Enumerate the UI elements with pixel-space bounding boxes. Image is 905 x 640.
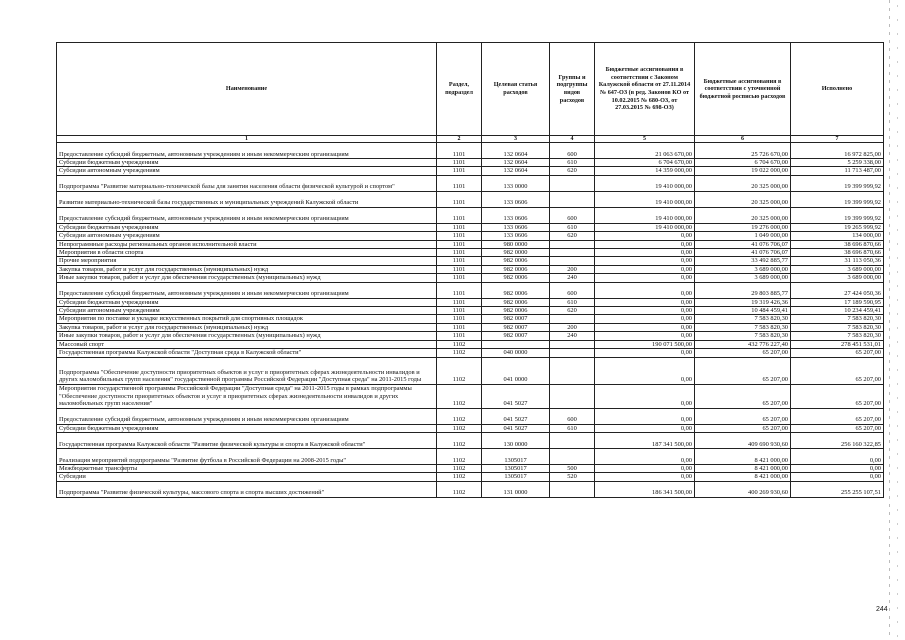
cell-sec: 1102 bbox=[437, 349, 482, 357]
cell-name: Предоставление субсидий бюджетным, автономным учреждениям и иным некоммерческим организациям bbox=[57, 143, 437, 159]
cell-cs: 133 0000 bbox=[482, 175, 550, 191]
cell-cs: 130 0000 bbox=[482, 432, 550, 448]
table-row bbox=[57, 232, 884, 240]
cell-done: 65 207,00 bbox=[791, 408, 884, 424]
cell-law: 0,00 bbox=[595, 448, 695, 464]
cell-grp: 600 bbox=[550, 282, 595, 298]
cell-law: 0,00 bbox=[595, 349, 695, 357]
cell-done: 3 689 000,00 bbox=[791, 274, 884, 282]
table-row bbox=[57, 274, 884, 282]
cell-cs: 133 0606 bbox=[482, 232, 550, 240]
cell-name: Предоставление субсидий бюджетным, автономным учреждениям и иным некоммерческим организациям bbox=[57, 408, 437, 424]
cell-done: 0,00 bbox=[791, 473, 884, 481]
cell-rev: 20 325 000,00 bbox=[695, 175, 791, 191]
cell-name: Развитие материально-технической базы государственных и муниципальных учреждений Калужской области bbox=[57, 191, 437, 207]
cell-done: 31 113 050,36 bbox=[791, 257, 884, 265]
cell-law: 0,00 bbox=[595, 232, 695, 240]
cell-sec: 1102 bbox=[437, 481, 482, 497]
cell-sec: 1102 bbox=[437, 357, 482, 384]
cell-grp: 500 bbox=[550, 464, 595, 472]
cell-done: 19 399 999,92 bbox=[791, 175, 884, 191]
cell-done: 7 583 820,30 bbox=[791, 315, 884, 323]
cell-sec: 1102 bbox=[437, 432, 482, 448]
cell-sec: 1102 bbox=[437, 448, 482, 464]
cell-rev: 409 690 930,60 bbox=[695, 432, 791, 448]
cell-rev: 65 207,00 bbox=[695, 357, 791, 384]
cell-grp bbox=[550, 448, 595, 464]
cell-grp bbox=[550, 240, 595, 248]
cell-rev: 10 484 459,41 bbox=[695, 307, 791, 315]
cell-law: 0,00 bbox=[595, 424, 695, 432]
header-law: Бюджетные ассигнования в соответствии с Законом Калужской области от 27.11.2014 № 647-ОЗ (в ред. Законов КО от 10.02.2015 № 680-ОЗ, от 27.03.2015 № 698-ОЗ) bbox=[595, 43, 695, 136]
cell-law: 0,00 bbox=[595, 298, 695, 306]
cell-law: 21 063 670,00 bbox=[595, 143, 695, 159]
table-row bbox=[57, 298, 884, 306]
cell-cs: 982 0006 bbox=[482, 257, 550, 265]
cell-name: Субсидии бюджетным учреждениям bbox=[57, 223, 437, 231]
cell-cs: 1305017 bbox=[482, 473, 550, 481]
table-row bbox=[57, 384, 884, 408]
cell-law: 19 410 000,00 bbox=[595, 175, 695, 191]
table-row bbox=[57, 175, 884, 191]
table-row bbox=[57, 207, 884, 223]
cell-grp bbox=[550, 249, 595, 257]
cell-cs: 040 0000 bbox=[482, 349, 550, 357]
cell-cs: 041 5027 bbox=[482, 384, 550, 408]
cell-done: 10 234 459,41 bbox=[791, 307, 884, 315]
scan-edge-marks-2 bbox=[897, 0, 898, 640]
cell-law: 0,00 bbox=[595, 464, 695, 472]
col-number: 2 bbox=[437, 136, 482, 143]
cell-cs bbox=[482, 340, 550, 348]
cell-grp: 620 bbox=[550, 167, 595, 175]
cell-done: 65 207,00 bbox=[791, 357, 884, 384]
cell-done: 3 689 000,00 bbox=[791, 265, 884, 273]
cell-name: Субсидии автономным учреждениям bbox=[57, 232, 437, 240]
cell-rev: 3 689 000,00 bbox=[695, 274, 791, 282]
cell-law: 0,00 bbox=[595, 257, 695, 265]
cell-rev: 6 704 670,00 bbox=[695, 159, 791, 167]
cell-sec: 1101 bbox=[437, 307, 482, 315]
cell-cs: 041 5027 bbox=[482, 424, 550, 432]
cell-law: 187 341 500,00 bbox=[595, 432, 695, 448]
cell-cs: 982 0006 bbox=[482, 265, 550, 273]
cell-law: 0,00 bbox=[595, 249, 695, 257]
cell-done: 38 696 870,66 bbox=[791, 240, 884, 248]
cell-sec: 1101 bbox=[437, 282, 482, 298]
table-row bbox=[57, 249, 884, 257]
cell-grp: 520 bbox=[550, 473, 595, 481]
cell-done: 278 451 531,01 bbox=[791, 340, 884, 348]
cell-cs: 982 0006 bbox=[482, 307, 550, 315]
cell-done: 19 399 999,92 bbox=[791, 191, 884, 207]
cell-name: Субсидии bbox=[57, 473, 437, 481]
cell-cs: 041 0000 bbox=[482, 357, 550, 384]
header-target: Целевая статья расходов bbox=[482, 43, 550, 136]
cell-law: 186 341 500,00 bbox=[595, 481, 695, 497]
cell-done: 27 424 050,36 bbox=[791, 282, 884, 298]
col-number: 4 bbox=[550, 136, 595, 143]
cell-name: Мероприятия по поставке и укладке искусственных покрытий для спортивных площадок bbox=[57, 315, 437, 323]
cell-name: Предоставление субсидий бюджетным, автономным учреждениям и иным некоммерческим организациям bbox=[57, 207, 437, 223]
cell-grp: 620 bbox=[550, 232, 595, 240]
cell-done: 65 207,00 bbox=[791, 424, 884, 432]
table-row bbox=[57, 424, 884, 432]
cell-law: 14 359 000,00 bbox=[595, 167, 695, 175]
cell-cs: 982 0006 bbox=[482, 282, 550, 298]
budget-table-page bbox=[56, 42, 883, 498]
cell-grp bbox=[550, 175, 595, 191]
cell-rev: 3 689 000,00 bbox=[695, 265, 791, 273]
cell-done: 7 583 820,30 bbox=[791, 332, 884, 340]
cell-name: Субсидии автономным учреждениям bbox=[57, 167, 437, 175]
cell-law: 0,00 bbox=[595, 408, 695, 424]
cell-cs: 041 5027 bbox=[482, 408, 550, 424]
cell-sec: 1101 bbox=[437, 315, 482, 323]
column-number-row bbox=[57, 136, 884, 143]
cell-grp bbox=[550, 191, 595, 207]
cell-rev: 29 803 885,77 bbox=[695, 282, 791, 298]
cell-cs: 982 0007 bbox=[482, 315, 550, 323]
cell-sec: 1102 bbox=[437, 464, 482, 472]
cell-sec: 1102 bbox=[437, 424, 482, 432]
cell-name: Межбюджетные трансферты bbox=[57, 464, 437, 472]
cell-rev: 1 049 000,00 bbox=[695, 232, 791, 240]
cell-done: 256 160 322,85 bbox=[791, 432, 884, 448]
table-row bbox=[57, 307, 884, 315]
table-row bbox=[57, 191, 884, 207]
cell-cs: 1305017 bbox=[482, 464, 550, 472]
cell-done: 5 259 338,00 bbox=[791, 159, 884, 167]
cell-sec: 1101 bbox=[437, 240, 482, 248]
cell-rev: 8 421 000,00 bbox=[695, 464, 791, 472]
cell-rev: 20 325 000,00 bbox=[695, 191, 791, 207]
cell-name: Субсидии бюджетным учреждениям bbox=[57, 159, 437, 167]
cell-name: Прочие мероприятия bbox=[57, 257, 437, 265]
cell-sec: 1101 bbox=[437, 257, 482, 265]
cell-name: Предоставление субсидий бюджетным, автономным учреждениям и иным некоммерческим организациям bbox=[57, 282, 437, 298]
cell-sec: 1102 bbox=[437, 340, 482, 348]
table-row bbox=[57, 448, 884, 464]
cell-sec: 1101 bbox=[437, 143, 482, 159]
cell-sec: 1101 bbox=[437, 191, 482, 207]
cell-cs: 1305017 bbox=[482, 448, 550, 464]
page-number: 244 bbox=[876, 606, 888, 613]
table-row bbox=[57, 143, 884, 159]
cell-rev: 432 776 227,40 bbox=[695, 340, 791, 348]
cell-done: 0,00 bbox=[791, 464, 884, 472]
cell-done: 17 189 590,95 bbox=[791, 298, 884, 306]
cell-sec: 1101 bbox=[437, 207, 482, 223]
cell-name: Иные закупки товаров, работ и услуг для обеспечения государственных (муниципальных) нужд bbox=[57, 332, 437, 340]
cell-cs: 133 0606 bbox=[482, 191, 550, 207]
cell-grp bbox=[550, 340, 595, 348]
cell-rev: 19 319 426,36 bbox=[695, 298, 791, 306]
table-row bbox=[57, 464, 884, 472]
cell-law: 0,00 bbox=[595, 473, 695, 481]
table-row bbox=[57, 432, 884, 448]
cell-cs: 980 0000 bbox=[482, 240, 550, 248]
cell-name: Закупка товаров, работ и услуг для государственных (муниципальных) нужд bbox=[57, 323, 437, 331]
cell-cs: 982 0007 bbox=[482, 323, 550, 331]
header-revised: Бюджетные ассигнования в соответствии с уточненной бюджетной росписью расходов bbox=[695, 43, 791, 136]
cell-name: Подпрограмма "Обеспечение доступности приоритетных объектов и услуг в приоритетных сферах жизнедеятельности инвалидов и других маломобильных групп населения" государственной программы Российской Федерации "Доступная среда" на 2011-2015 годы bbox=[57, 357, 437, 384]
cell-cs: 132 0604 bbox=[482, 143, 550, 159]
cell-sec: 1101 bbox=[437, 274, 482, 282]
cell-grp bbox=[550, 349, 595, 357]
cell-done: 19 265 999,92 bbox=[791, 223, 884, 231]
cell-cs: 982 0000 bbox=[482, 249, 550, 257]
cell-grp: 620 bbox=[550, 307, 595, 315]
col-number: 1 bbox=[57, 136, 437, 143]
cell-grp bbox=[550, 257, 595, 265]
table-row bbox=[57, 481, 884, 497]
cell-cs: 982 0007 bbox=[482, 332, 550, 340]
cell-name: Подпрограмма "Развитие физической культуры, массового спорта и спорта высших достижений" bbox=[57, 481, 437, 497]
cell-sec: 1101 bbox=[437, 298, 482, 306]
cell-cs: 982 0006 bbox=[482, 274, 550, 282]
cell-rev: 8 421 000,00 bbox=[695, 473, 791, 481]
header-done: Исполнено bbox=[791, 43, 884, 136]
cell-grp: 610 bbox=[550, 298, 595, 306]
cell-grp: 200 bbox=[550, 265, 595, 273]
cell-name: Мероприятия государственной программы Российской Федерации "Доступная среда" на 2011-2015 годы в рамках подпрограммы "Обеспечение доступности приоритетных объектов и услуг в приоритетных сферах жизнедеятельности инвалидов и других маломобильных групп населения" bbox=[57, 384, 437, 408]
cell-law: 0,00 bbox=[595, 357, 695, 384]
table-row bbox=[57, 332, 884, 340]
cell-name: Реализация мероприятий подпрограммы "Развитие футбола в Российской Федерации на 2008-2015 годы" bbox=[57, 448, 437, 464]
cell-grp: 600 bbox=[550, 408, 595, 424]
cell-sec: 1101 bbox=[437, 323, 482, 331]
table-row bbox=[57, 282, 884, 298]
col-number: 7 bbox=[791, 136, 884, 143]
cell-law: 0,00 bbox=[595, 240, 695, 248]
table-row bbox=[57, 357, 884, 384]
cell-rev: 65 207,00 bbox=[695, 349, 791, 357]
cell-sec: 1101 bbox=[437, 265, 482, 273]
cell-rev: 41 076 706,07 bbox=[695, 249, 791, 257]
cell-sec: 1101 bbox=[437, 223, 482, 231]
cell-done: 0,00 bbox=[791, 448, 884, 464]
cell-grp bbox=[550, 384, 595, 408]
cell-rev: 19 276 000,00 bbox=[695, 223, 791, 231]
cell-law: 0,00 bbox=[595, 384, 695, 408]
cell-rev: 400 269 930,60 bbox=[695, 481, 791, 497]
cell-sec: 1101 bbox=[437, 159, 482, 167]
cell-name: Субсидии бюджетным учреждениям bbox=[57, 298, 437, 306]
cell-rev: 20 325 000,00 bbox=[695, 207, 791, 223]
cell-name: Мероприятия в области спорта bbox=[57, 249, 437, 257]
cell-done: 16 972 825,00 bbox=[791, 143, 884, 159]
header-name: Наименование bbox=[57, 43, 437, 136]
table-row bbox=[57, 323, 884, 331]
cell-rev: 65 207,00 bbox=[695, 408, 791, 424]
cell-done: 38 696 870,66 bbox=[791, 249, 884, 257]
cell-cs: 133 0606 bbox=[482, 207, 550, 223]
cell-rev: 41 076 706,07 bbox=[695, 240, 791, 248]
cell-rev: 33 492 885,77 bbox=[695, 257, 791, 265]
header-group: Группы и подгруппы видов расходов bbox=[550, 43, 595, 136]
cell-grp bbox=[550, 481, 595, 497]
table-row bbox=[57, 167, 884, 175]
cell-done: 19 399 999,92 bbox=[791, 207, 884, 223]
cell-grp bbox=[550, 432, 595, 448]
cell-sec: 1102 bbox=[437, 384, 482, 408]
table-row bbox=[57, 257, 884, 265]
cell-sec: 1101 bbox=[437, 167, 482, 175]
cell-law: 19 410 000,00 bbox=[595, 223, 695, 231]
cell-name: Субсидии автономным учреждениям bbox=[57, 307, 437, 315]
cell-grp bbox=[550, 315, 595, 323]
table-row bbox=[57, 240, 884, 248]
col-number: 5 bbox=[595, 136, 695, 143]
cell-law: 6 704 670,00 bbox=[595, 159, 695, 167]
cell-grp: 240 bbox=[550, 332, 595, 340]
cell-grp: 610 bbox=[550, 223, 595, 231]
cell-grp: 600 bbox=[550, 143, 595, 159]
cell-rev: 25 726 670,00 bbox=[695, 143, 791, 159]
cell-law: 0,00 bbox=[595, 274, 695, 282]
cell-law: 0,00 bbox=[595, 307, 695, 315]
cell-name: Государственная программа Калужской области "Доступная среда в Калужской области" bbox=[57, 349, 437, 357]
table-row bbox=[57, 349, 884, 357]
table-row bbox=[57, 159, 884, 167]
cell-rev: 19 022 000,00 bbox=[695, 167, 791, 175]
cell-law: 0,00 bbox=[595, 282, 695, 298]
cell-sec: 1102 bbox=[437, 473, 482, 481]
cell-rev: 65 207,00 bbox=[695, 424, 791, 432]
cell-cs: 982 0006 bbox=[482, 298, 550, 306]
cell-done: 255 255 107,51 bbox=[791, 481, 884, 497]
cell-sec: 1101 bbox=[437, 175, 482, 191]
cell-done: 65 207,00 bbox=[791, 349, 884, 357]
cell-rev: 7 583 820,30 bbox=[695, 332, 791, 340]
cell-law: 0,00 bbox=[595, 323, 695, 331]
cell-rev: 7 583 820,30 bbox=[695, 323, 791, 331]
cell-grp bbox=[550, 357, 595, 384]
cell-done: 65 207,00 bbox=[791, 384, 884, 408]
cell-grp: 200 bbox=[550, 323, 595, 331]
cell-name: Государственная программа Калужской области "Развитие физической культуры и спорта в Калужской области" bbox=[57, 432, 437, 448]
cell-grp: 240 bbox=[550, 274, 595, 282]
cell-law: 0,00 bbox=[595, 315, 695, 323]
cell-name: Иные закупки товаров, работ и услуг для обеспечения государственных (муниципальных) нужд bbox=[57, 274, 437, 282]
cell-sec: 1101 bbox=[437, 249, 482, 257]
cell-cs: 132 0604 bbox=[482, 159, 550, 167]
cell-sec: 1102 bbox=[437, 408, 482, 424]
table-row bbox=[57, 315, 884, 323]
table-header-row bbox=[57, 43, 884, 136]
cell-name: Закупка товаров, работ и услуг для государственных (муниципальных) нужд bbox=[57, 265, 437, 273]
cell-law: 19 410 000,00 bbox=[595, 207, 695, 223]
cell-grp: 610 bbox=[550, 424, 595, 432]
table-row bbox=[57, 340, 884, 348]
table-row bbox=[57, 265, 884, 273]
cell-rev: 65 207,00 bbox=[695, 384, 791, 408]
cell-sec: 1101 bbox=[437, 232, 482, 240]
table-row bbox=[57, 473, 884, 481]
cell-cs: 131 0000 bbox=[482, 481, 550, 497]
cell-sec: 1101 bbox=[437, 332, 482, 340]
cell-law: 0,00 bbox=[595, 332, 695, 340]
cell-cs: 132 0604 bbox=[482, 167, 550, 175]
cell-cs: 133 0606 bbox=[482, 223, 550, 231]
cell-done: 7 583 820,30 bbox=[791, 323, 884, 331]
col-number: 3 bbox=[482, 136, 550, 143]
cell-done: 11 713 487,00 bbox=[791, 167, 884, 175]
col-number: 6 bbox=[695, 136, 791, 143]
cell-name: Субсидии бюджетным учреждениям bbox=[57, 424, 437, 432]
cell-law: 19 410 000,00 bbox=[595, 191, 695, 207]
cell-grp: 610 bbox=[550, 159, 595, 167]
cell-name: Массовый спорт bbox=[57, 340, 437, 348]
budget-execution-table bbox=[56, 42, 884, 498]
cell-name: Непрограммные расходы региональных органов исполнительной власти bbox=[57, 240, 437, 248]
cell-law: 190 071 500,00 bbox=[595, 340, 695, 348]
scan-edge-marks bbox=[889, 0, 890, 640]
cell-name: Подпрограмма "Развитие материально-технической базы для занятия населения области физической культурой и спортом" bbox=[57, 175, 437, 191]
cell-done: 134 000,00 bbox=[791, 232, 884, 240]
table-row bbox=[57, 223, 884, 231]
header-section: Раздел, подраздел bbox=[437, 43, 482, 136]
cell-law: 0,00 bbox=[595, 265, 695, 273]
cell-grp: 600 bbox=[550, 207, 595, 223]
cell-rev: 8 421 000,00 bbox=[695, 448, 791, 464]
table-row bbox=[57, 408, 884, 424]
cell-rev: 7 583 820,30 bbox=[695, 315, 791, 323]
